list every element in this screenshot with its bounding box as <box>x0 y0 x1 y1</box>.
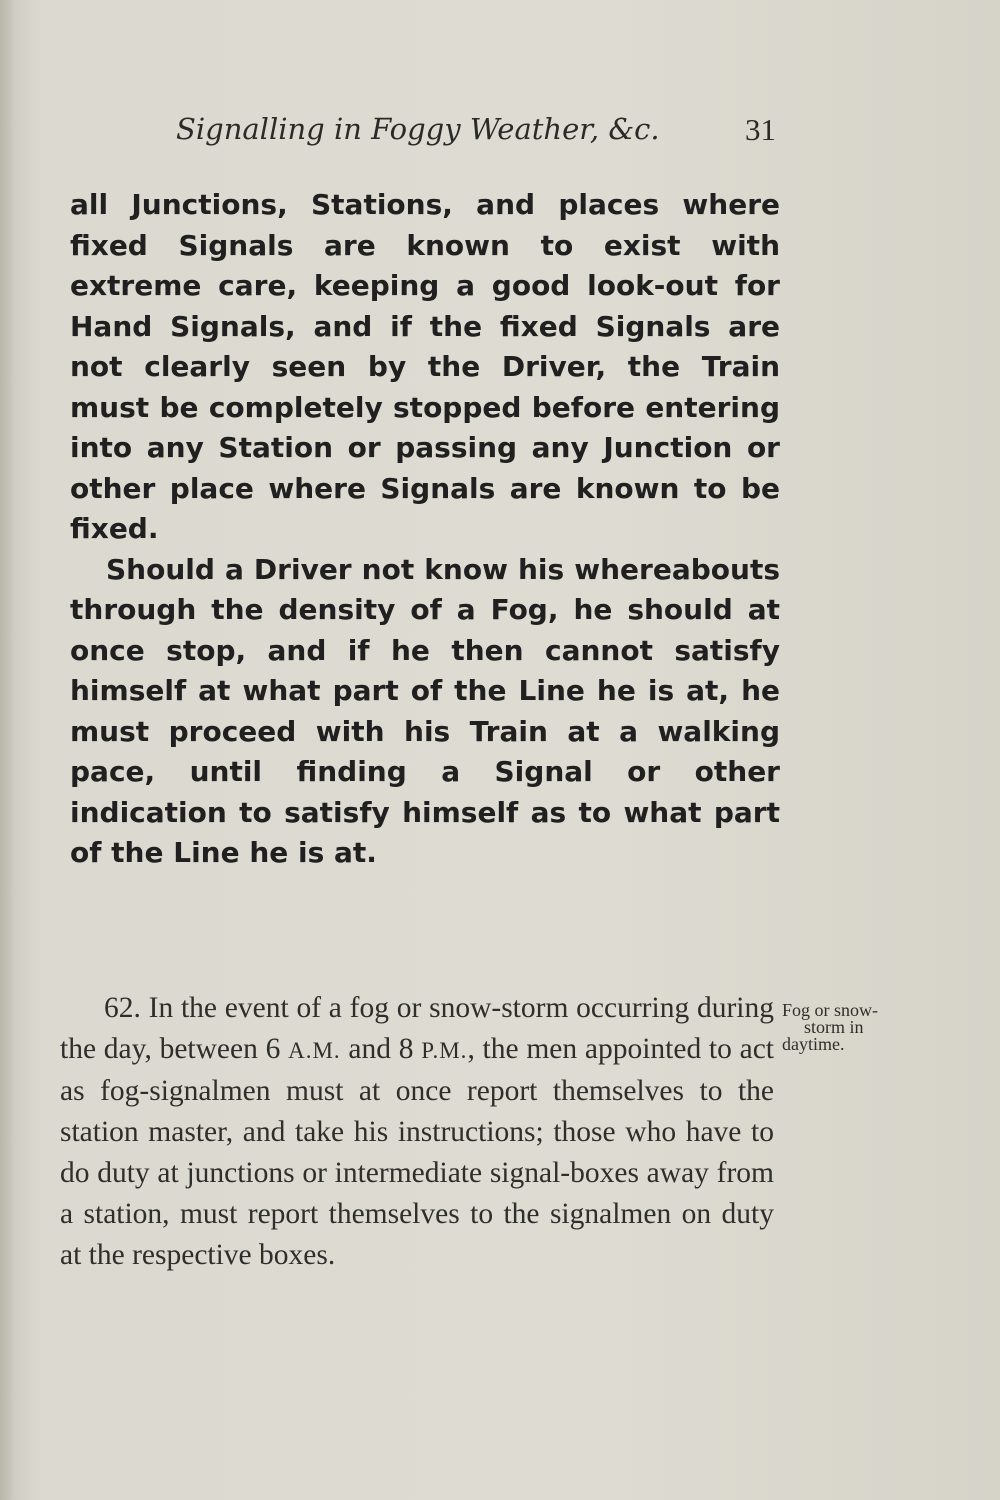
section-62-paragraph <box>60 988 774 1276</box>
sidenote-line-1: Fog or snow- <box>782 1000 879 1020</box>
sidenote-line-2: storm in <box>804 1017 864 1037</box>
section-62-text-c: , the men appointed to act as fog-signalmen must at once report themselves to the station master, and take his instructions; those who have to do duty at junctions or intermediate signal-boxes away from a station, must report themselves to the signalmen on duty at the respective boxes. <box>60 1033 775 1271</box>
time-am: A.M. <box>288 1037 341 1063</box>
page-gutter <box>0 0 14 1500</box>
bold-paragraph-2: Should a Driver not know his whereabouts through the density of a Fog, he should at once stop, and if he then cannot satisfy himself at what part of the Line he is at, he must proceed with his Train at a walking pace, until finding a Signal or other indication to satisfy himself as to what part of the Line he is at. <box>70 552 780 869</box>
bold-instructions <box>70 185 780 874</box>
running-title: Signalling in Foggy Weather, &c. <box>176 112 660 146</box>
page-header <box>176 112 776 152</box>
section-62 <box>60 988 774 1276</box>
bold-paragraph-1: all Junctions, Stations, and places where fixed Signals are known to exist with extreme care, keeping a good look-out for Hand Signals, and if the fixed Signals are not clearly seen by the Driver, the Train must be completely stopped before entering into any Station or passing any Junction or other place where Signals are known to be fixed. <box>70 188 780 545</box>
section-62-text-b: and 8 <box>340 1033 422 1065</box>
page-number: 31 <box>745 112 776 147</box>
margin-sidenote <box>782 1002 922 1053</box>
sidenote-line-3: daytime. <box>782 1034 845 1054</box>
section-62-text-a: 62. In the event of a fog or snow-storm occurring during the day, between 6 <box>60 992 774 1065</box>
time-pm: P.M. <box>421 1037 468 1063</box>
